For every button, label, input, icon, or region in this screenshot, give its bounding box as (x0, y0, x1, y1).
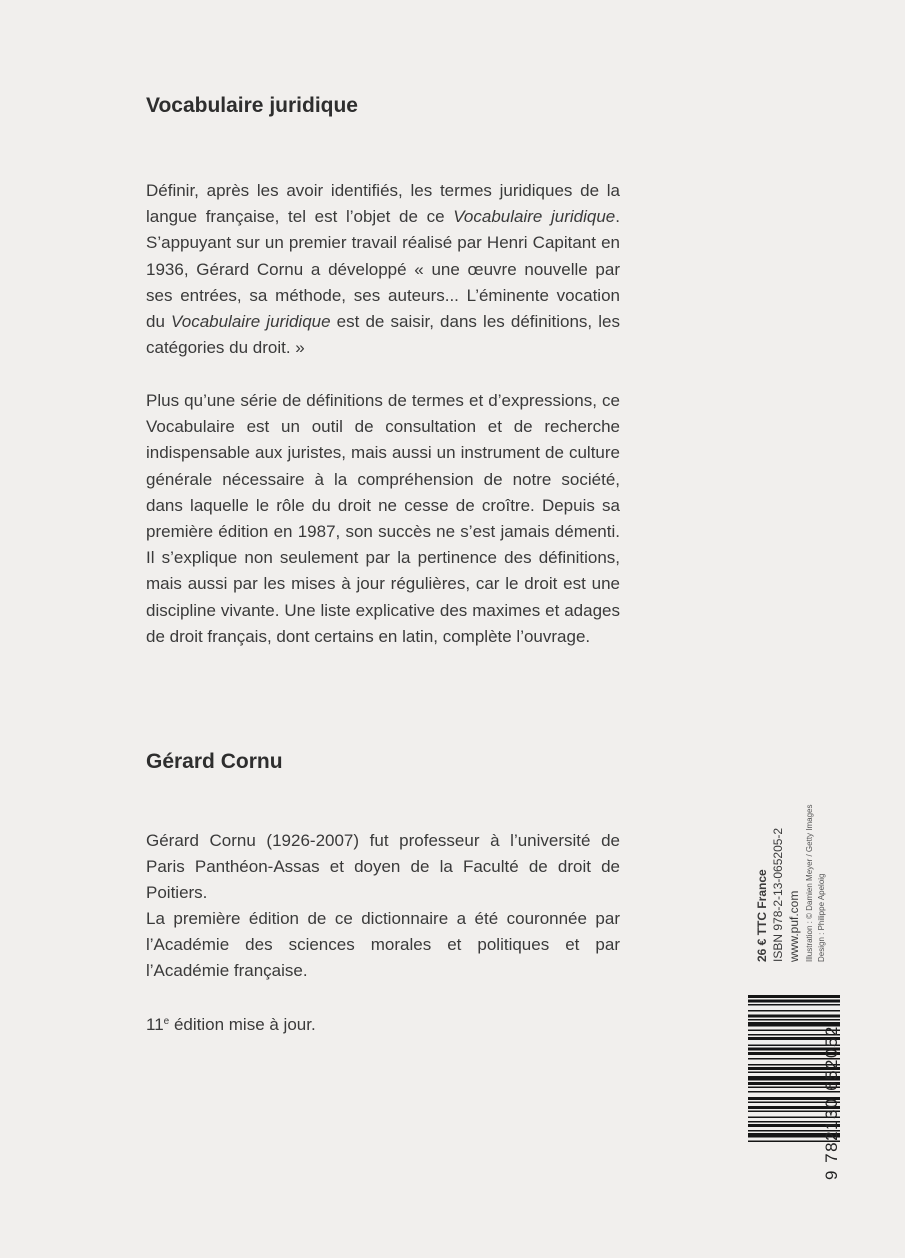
barcode-bar (748, 1004, 840, 1006)
edition-note (146, 1012, 620, 1038)
description-book-name: Vocabulaire juridique (453, 207, 616, 227)
publisher-info (755, 752, 845, 962)
edition-text: édition mise à jour. (169, 1015, 316, 1034)
isbn-label: ISBN 978-2-13-065205-2 (771, 827, 785, 962)
barcode-bar (748, 1010, 840, 1012)
barcode-digits: 9 782130 652052 (822, 1025, 841, 1180)
barcode-bar (748, 1015, 840, 1018)
description-paragraph-2: Plus qu’une série de définitions de termes et d’expressions, ce Vocabulaire est un outil de consultation et de recherche indispensable aux juristes, mais aussi un instrument de culture générale nécessaire à la compréhension de notre société, dans laquelle le rôle du droit ne cesse de croître. Depuis sa première édition en 1987, son succès ne s’est jamais démenti. Il s’explique non seulement par la pertinence des définitions, mais aussi par les mises à jour régulières, car le droit est une discipline vivante. Une liste explicative des maximes et adages de droit français, dont certains en latin, complète l’ouvrage. (146, 391, 620, 646)
description-text: . S’appuyant sur un premier travail réalisé par Henri Capitant en 1936, Gérard Cornu a développé « une œuvre nouvelle par ses entrées, sa méthode, ses auteurs... L’éminente vocation du (146, 207, 620, 332)
edition-number: 11 (146, 1015, 164, 1034)
award-note: La première édition de ce dictionnaire a été couronnée par l’Académie des sciences morales et politiques et par l’Académie française. (146, 909, 620, 981)
description-text: Définir, après les avoir identifiés, les termes juridiques de la langue française, tel est l’objet de ce (146, 181, 620, 227)
barcode-bar (748, 995, 840, 998)
description-book-name: Vocabulaire juridique (171, 312, 331, 332)
book-title: Vocabulaire juridique (146, 94, 358, 117)
design-credit: Design : Philippe Apeloig (817, 873, 826, 962)
edition-superscript: e (163, 1016, 170, 1027)
illustration-credit: Illustration : © Damien Meyer / Getty Images (805, 804, 814, 962)
author-bio: Gérard Cornu (1926-2007) fut professeur à l’université de Paris Panthéon-Assas et doyen de la Faculté de droit de Poitiers. (146, 831, 620, 903)
description-paragraph-1 (146, 178, 620, 361)
price-label: 26 € TTC France (755, 869, 769, 962)
barcode-bar (748, 1000, 840, 1003)
description-text: est de saisir, dans les définitions, les catégories du droit. » (146, 312, 620, 358)
website-label: www.puf.com (787, 890, 801, 962)
author-heading: Gérard Cornu (146, 750, 283, 773)
barcode-bar (748, 1019, 840, 1021)
